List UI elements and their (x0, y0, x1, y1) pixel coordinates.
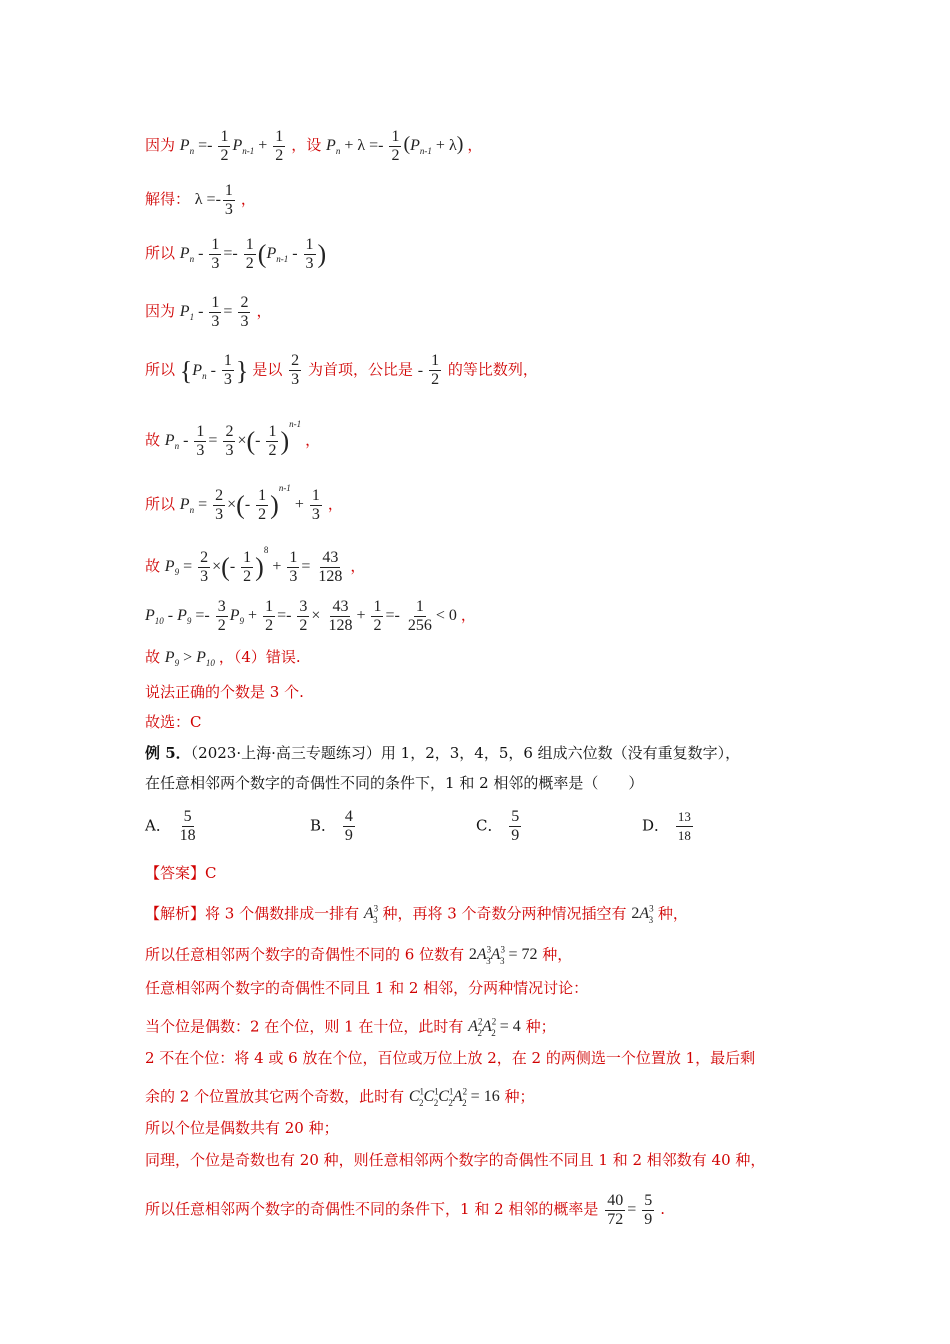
formula: $P_n$ - $\frac{1}{3}$ =- $\frac{1}{2}$ ($P_{n-1}$ - $\frac{1}{3}$ ) (179, 236, 327, 272)
formula: $C^1_2C^1_2C^1_2A^2_2 = 16$ (408, 1087, 500, 1108)
formula: - $\frac{1}{2}$ (417, 352, 440, 389)
analysis-line-2: 所以任意相邻两个数字的奇偶性不同的 6 位数有 $2A^3_3A^3_3 = 72$ 种， (145, 945, 573, 966)
analysis-line-9: 所以任意相邻两个数字的奇偶性不同的条件下，1 和 2 相邻的概率是 $\frac{40}{72}$ = $\frac{5}{9}$ . (145, 1192, 665, 1228)
option-d[interactable]: D． $\frac{13}{18}$ (642, 809, 691, 843)
option-c[interactable]: C． $\frac{5}{9}$ (476, 808, 520, 844)
formula: $P_n$ = $\frac{2}{3}$ ×(- $\frac{1}{2}$ )$^{n-1}$ + $\frac{1}{3}$ (179, 483, 320, 523)
analysis-line-8: 同理，个位是奇数也有 20 种，则任意相邻两个数字的奇偶性不同且 1 和 2 相邻数有 40 种， (145, 1151, 766, 1169)
solution-line-3: 所以 $P_n$ - $\frac{1}{3}$ =- $\frac{1}{2}$ ($P_{n-1}$ - $\frac{1}{3}$ ) (145, 236, 327, 272)
formula: $P_n$ =- $\frac{1}{2}$ $P_{n-1}$ + $\frac{1}{2}$ (179, 128, 284, 164)
option-a[interactable]: A． $\frac{5}{18}$ (145, 808, 196, 844)
formula: $2A^3_3$ (631, 904, 654, 925)
example-line-2: 在任意相邻两个数字的奇偶性不同的条件下，1 和 2 相邻的概率是（ ） (145, 774, 644, 792)
formula: $2A^3_3A^3_3 = 72$ (468, 945, 538, 966)
option-b[interactable]: B． $\frac{4}{9}$ (310, 808, 353, 844)
formula: $P_1$ - $\frac{1}{3}$ = $\frac{2}{3}$ (179, 294, 249, 330)
solution-line-8: 故 $P_9$ = $\frac{2}{3}$ ×(- $\frac{1}{2}$ )$^8$ + $\frac{1}{3}$ = $\frac{43}{128}$ ， (145, 545, 366, 585)
analysis-line-5: 2 不在个位：将 4 或 6 放在个位，百位或万位上放 2，在 2 的两侧选一个位置放 1，最后剩 (145, 1049, 756, 1067)
formula: $P_9 > P_{10}$ (164, 649, 215, 669)
solution-line-12: 故选：C (145, 713, 202, 731)
formula: $P_9$ = $\frac{2}{3}$ ×(- $\frac{1}{2}$ )$^8$ + $\frac{1}{3}$ = $\frac{43}{128}$ (164, 545, 343, 585)
solution-line-11: 说法正确的个数是 3 个. (145, 683, 304, 701)
formula: $A^2_2A^2_2 = 4$ (468, 1017, 521, 1038)
analysis-line-1: 【解析】将 3 个偶数排成一排有 $A^3_3$ 种，再将 3 个奇数分两种情况插空有 $2A^3_3$ 种， (145, 904, 688, 925)
analysis-line-4: 当个位是偶数：2 在个位，则 1 在十位，此时有 $A^2_2A^2_2 = 4$ 种； (145, 1017, 556, 1038)
solution-line-1: 因为 $P_n$ =- $\frac{1}{2}$ $P_{n-1}$ + $\frac{1}{2}$ ，设 $P_n + \lambda$ =- $\frac{1}{2}$ $(P_{n-1} + \lambda)$ ， (145, 128, 483, 164)
formula: {$P_n$ - $\frac{1}{3}$ } (179, 352, 249, 389)
solution-line-4: 因为 $P_1$ - $\frac{1}{3}$ = $\frac{2}{3}$ ， (145, 294, 272, 330)
solution-line-2: 解得： λ =- $\frac{1}{3}$ ， (145, 182, 256, 218)
answer-line: 【答案】C (145, 864, 217, 882)
example-label: 例 5． (145, 744, 191, 762)
formula: $P_n$ - $\frac{1}{3}$ = $\frac{2}{3}$ ×(- $\frac{1}{2}$ )$^{n-1}$ (164, 419, 302, 459)
solution-line-7: 所以 $P_n$ = $\frac{2}{3}$ ×(- $\frac{1}{2}$ )$^{n-1}$ + $\frac{1}{3}$ ， (145, 483, 343, 523)
analysis-line-7: 所以个位是偶数共有 20 种； (145, 1119, 339, 1137)
solution-line-9: $P_{10} - P_9$ =- $\frac{3}{2}$ $P_9$ + $\frac{1}{2}$ =- $\frac{3}{2}$ × $\frac{43}{128}$ + $\frac{1}{2}$ =- $\frac{1}{256}$ < 0 ， (145, 598, 476, 634)
solution-line-5: 所以 {$P_n$ - $\frac{1}{3}$ } 是以 $\frac{2}{3}$ 为首项，公比是 - $\frac{1}{2}$ 的等比数列， (145, 352, 538, 389)
formula: $P_{10} - P_9$ =- $\frac{3}{2}$ $P_9$ + $\frac{1}{2}$ =- $\frac{3}{2}$ × $\frac{43}{128}$ + $\frac{1}{2}$ =- $\frac{1}{256}$ < 0 (145, 598, 457, 634)
analysis-line-3: 任意相邻两个数字的奇偶性不同且 1 和 2 相邻，分两种情况讨论： (145, 979, 589, 997)
solution-line-6: 故 $P_n$ - $\frac{1}{3}$ = $\frac{2}{3}$ ×(- $\frac{1}{2}$ )$^{n-1}$ ， (145, 419, 321, 459)
formula: λ =- $\frac{1}{3}$ (194, 182, 233, 218)
formula: $P_n + \lambda$ =- $\frac{1}{2}$ $(P_{n-1} + \lambda)$ (326, 128, 464, 164)
formula: $A^3_3$ (363, 904, 379, 925)
formula: $\frac{40}{72}$ = $\frac{5}{9}$ (607, 1192, 653, 1228)
example-line-1: 例 5．（2023·上海·高三专题练习）用 1，2，3，4，5，6 组成六位数（没有重复数字）， (145, 744, 741, 762)
analysis-line-6: 余的 2 个位置放其它两个奇数，此时有 $C^1_2C^1_2C^1_2A^2_2 = 16$ 种； (145, 1087, 535, 1108)
formula: $\frac{2}{3}$ (291, 352, 300, 388)
solution-line-10: 故 $P_9 > P_{10}$ ，（4）错误. (145, 648, 301, 669)
